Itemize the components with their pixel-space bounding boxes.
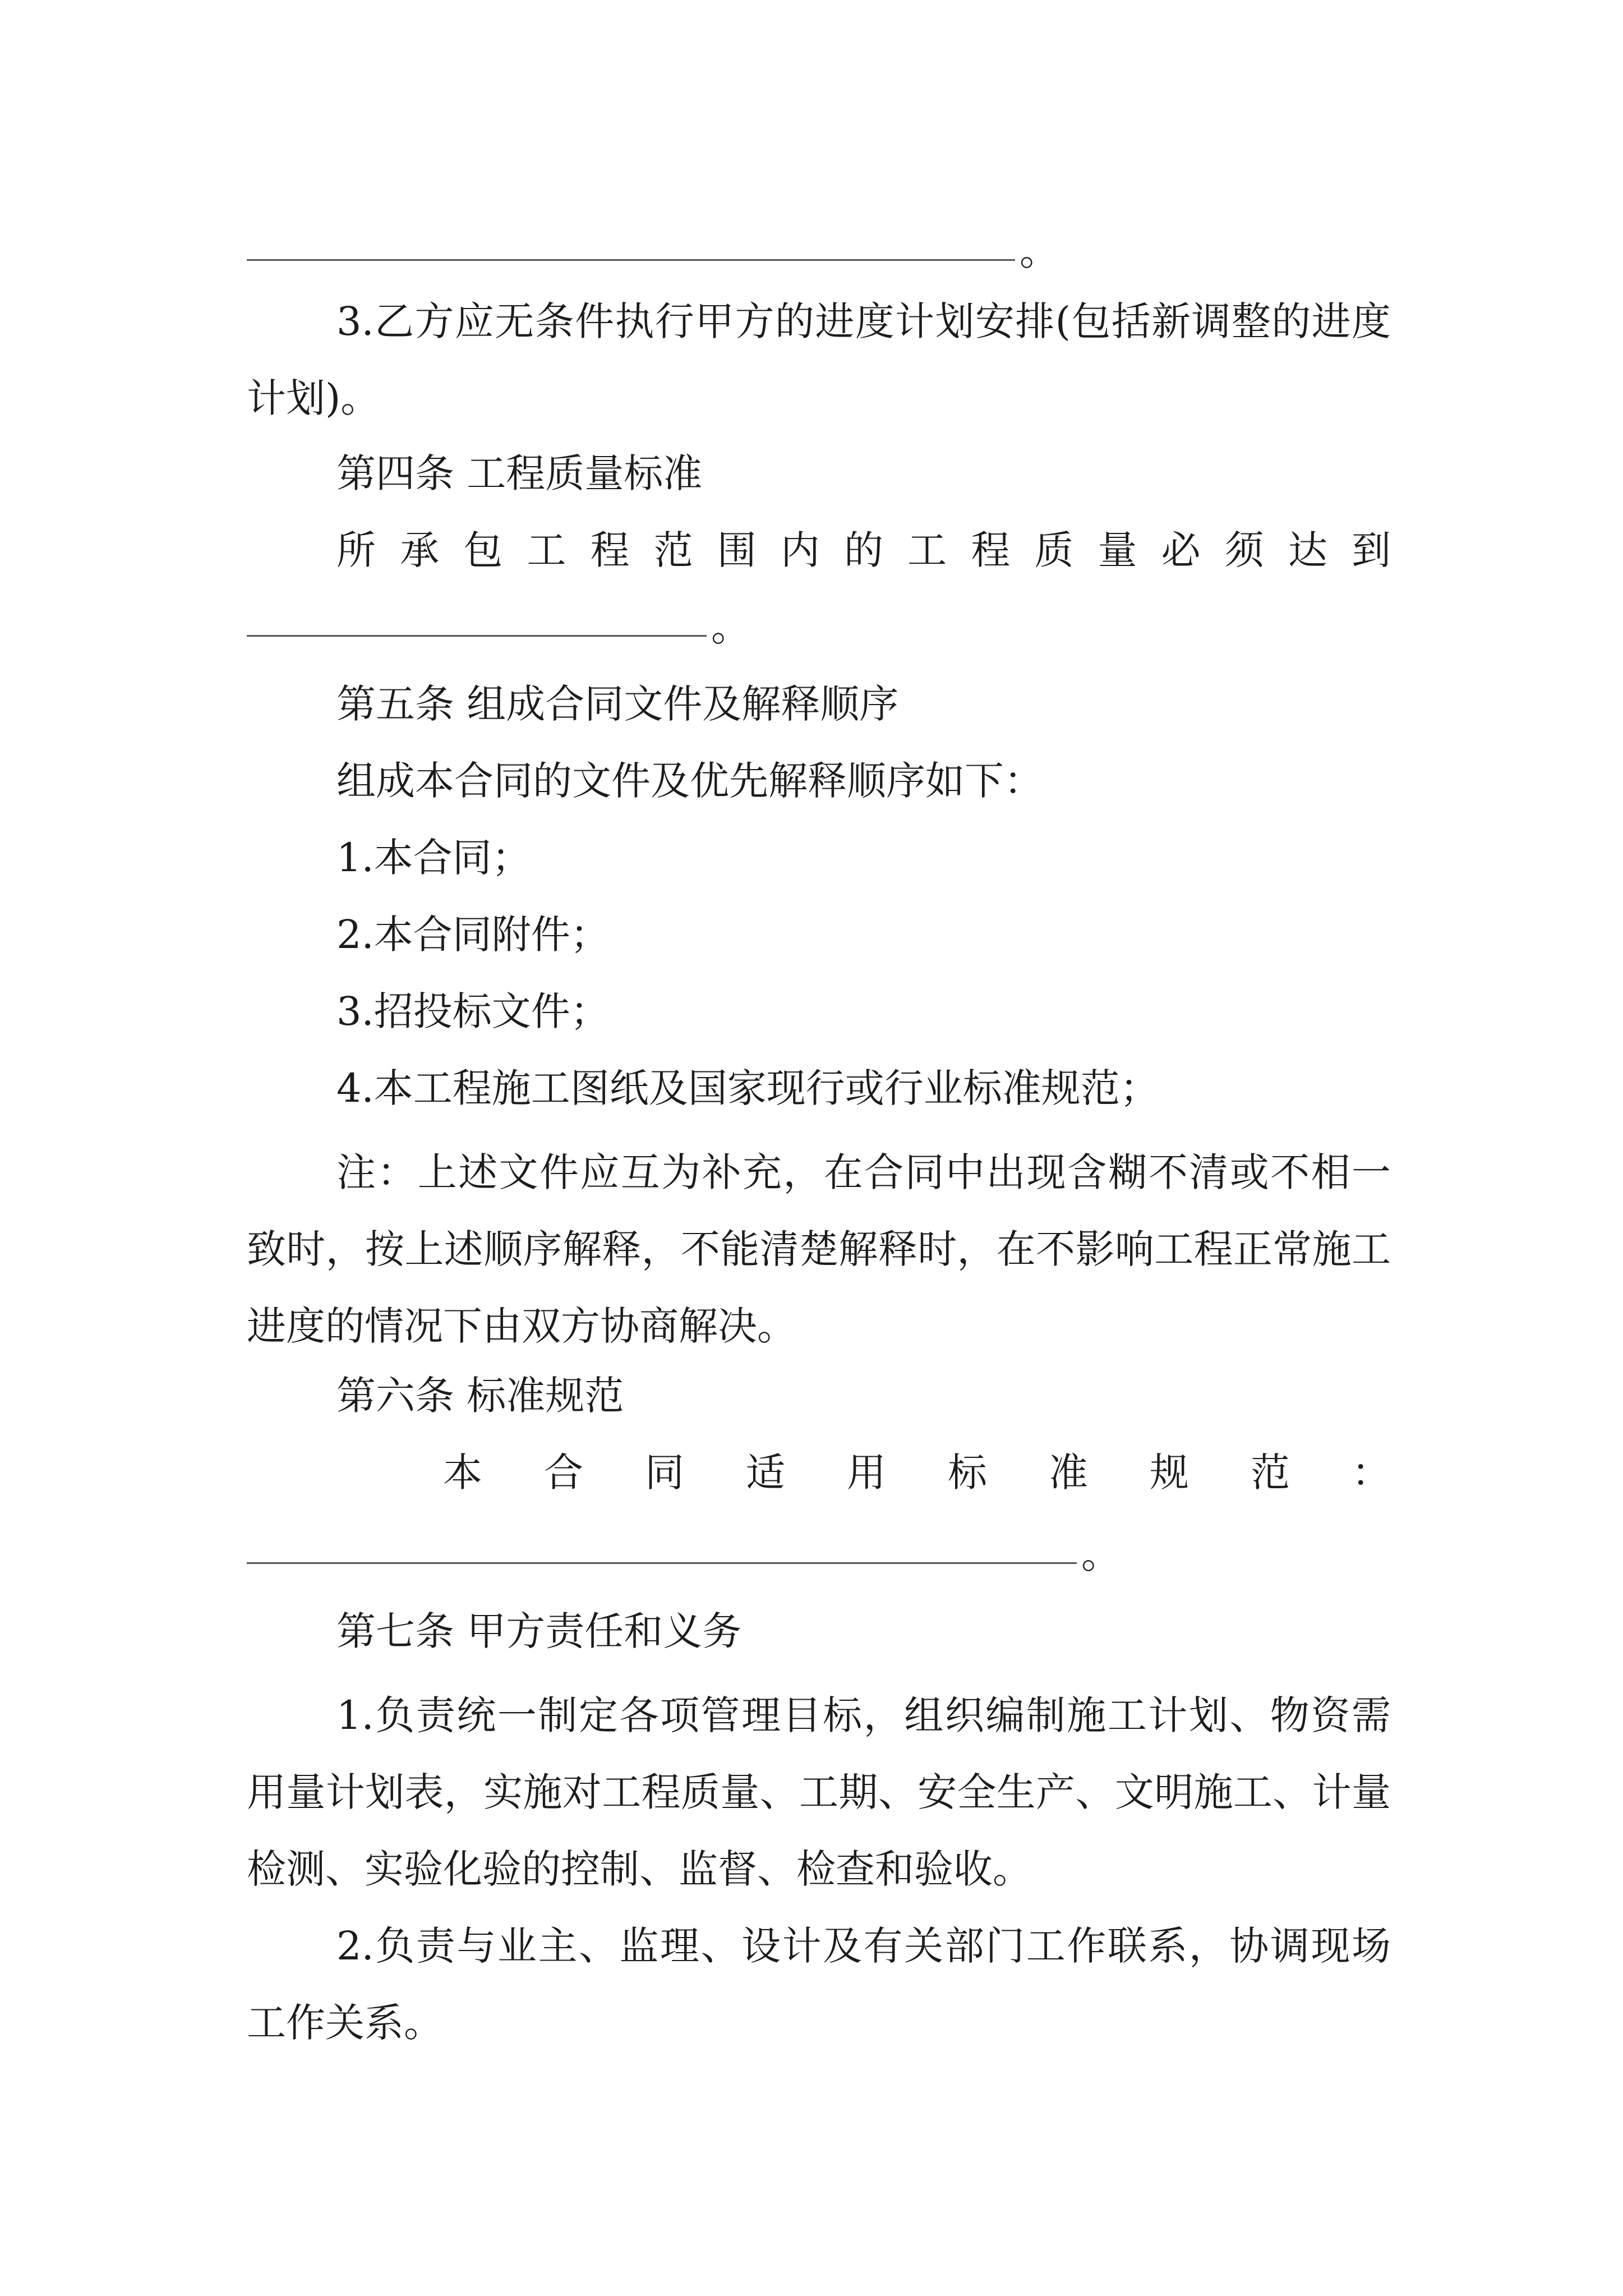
art6-char: 准 (1049, 1450, 1088, 1496)
art4-char: 工 (527, 527, 566, 573)
art4-char: 质 (1034, 527, 1074, 573)
period-2: 。 (711, 604, 750, 650)
art6-char: 本 (443, 1450, 482, 1496)
article-5-item-3: 3.招投标文件； (336, 988, 610, 1034)
art4-char: 内 (780, 527, 820, 573)
article-7-heading: 第七条 甲方责任和义务 (336, 1608, 742, 1654)
article-5-item-4: 4.本工程施工图纸及国家现行或行业标准规范； (336, 1065, 1159, 1111)
art4-char: 量 (1098, 527, 1137, 573)
art4-char: 须 (1224, 527, 1264, 573)
art4-char: 所 (336, 527, 376, 573)
article-6-spread-line (443, 1442, 1391, 1503)
art6-char: 标 (948, 1450, 987, 1496)
art4-char: 包 (463, 527, 503, 573)
art6-char: 合 (544, 1450, 583, 1496)
art4-char: 程 (971, 527, 1011, 573)
art4-char: 的 (844, 527, 883, 573)
art6-char: 范 (1251, 1450, 1290, 1496)
article-5-item-1: 1.本合同； (336, 835, 531, 881)
article-7-item-1: 1.负责统一制定各项管理目标，组织编制施工计划、物资需用量计划表，实施对工程质量、工期、安全生产、文明施工、计量检测、实验化验的控制、监督、检查和验收。 (247, 1692, 1391, 1892)
art4-char: 必 (1161, 527, 1201, 573)
art4-char: 承 (400, 527, 440, 573)
art4-char: 到 (1352, 527, 1391, 573)
fill-blank-2 (247, 634, 707, 637)
period-3: 。 (1081, 1531, 1121, 1577)
art6-char: 规 (1150, 1450, 1189, 1496)
blank-line-1 (247, 220, 1059, 282)
article-5-item-2: 2.本合同附件； (336, 912, 610, 958)
paragraph-3: 3.乙方应无条件执行甲方的进度计划安排(包括新调整的进度计划)。 (247, 298, 1391, 421)
blank-line-3 (247, 1524, 1121, 1585)
art4-char: 范 (653, 527, 693, 573)
article-4-heading: 第四条 工程质量标准 (336, 450, 703, 496)
article-5-note: 注：上述文件应互为补充，在合同中出现含糊不清或不相一致时，按上述顺序解释，不能清楚解释时，在不影响工程正常施工进度的情况下由双方协商解决。 (247, 1149, 1391, 1349)
art4-char: 围 (717, 527, 757, 573)
art6-char: 适 (746, 1450, 785, 1496)
art6-char: ： (1352, 1450, 1391, 1496)
article-4-spread-line (336, 519, 1391, 581)
fill-blank-3 (247, 1562, 1077, 1564)
blank-line-2 (247, 596, 750, 658)
fill-blank-1 (247, 259, 1015, 261)
article-6-heading: 第六条 标准规范 (336, 1373, 624, 1419)
art4-char: 达 (1288, 527, 1327, 573)
article-5-heading: 第五条 组成合同文件及解释顺序 (336, 681, 899, 727)
art4-char: 程 (590, 527, 630, 573)
period-1: 。 (1020, 228, 1059, 274)
article-5-intro: 组成本合同的文件及优先解释顺序如下： (336, 758, 1043, 804)
art6-char: 同 (645, 1450, 684, 1496)
art6-char: 用 (847, 1450, 886, 1496)
article-7-item-2: 2.负责与业主、监理、设计及有关部门工作联系，协调现场工作关系。 (247, 1923, 1391, 2046)
art4-char: 工 (907, 527, 947, 573)
